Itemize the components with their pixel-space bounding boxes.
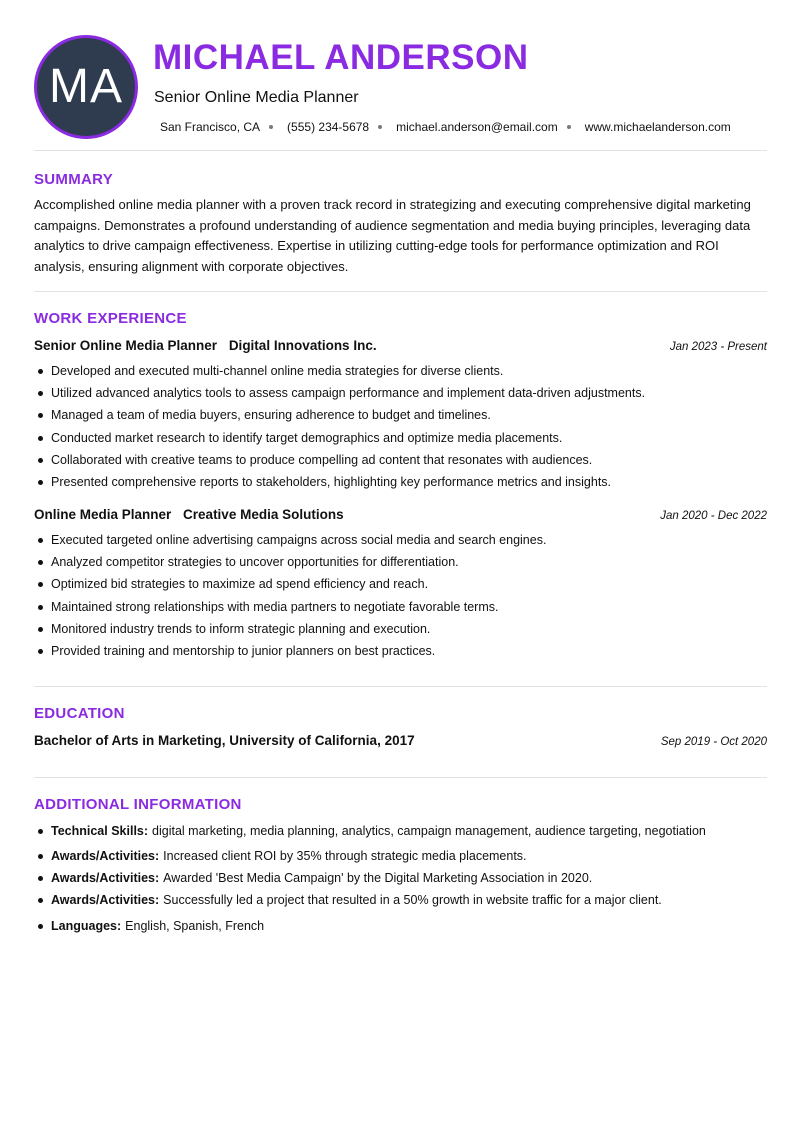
job-bullets-1 xyxy=(51,360,645,493)
job-title-1 xyxy=(34,338,377,353)
education-heading: EDUCATION xyxy=(34,705,125,722)
list-item: Provided training and mentorship to junior planners on best practices. xyxy=(51,640,546,662)
list-item: Monitored industry trends to inform strategic planning and execution. xyxy=(51,618,546,640)
list-item: Maintained strong relationships with media partners to negotiate favorable terms. xyxy=(51,596,546,618)
divider xyxy=(34,686,767,687)
job-bullets-2 xyxy=(51,529,546,662)
separator-dot xyxy=(567,125,571,129)
additional-info-list xyxy=(51,820,706,938)
info-label: Awards/Activities: xyxy=(51,849,160,863)
divider xyxy=(34,291,767,292)
job-role: Senior Online Media Planner xyxy=(34,338,218,353)
list-item: Collaborated with creative teams to produce compelling ad content that resonates with audiences. xyxy=(51,449,645,471)
list-item xyxy=(51,820,706,845)
info-text: Increased client ROI by 35% through strategic media placements. xyxy=(163,849,527,863)
candidate-name: MICHAEL ANDERSON xyxy=(153,38,529,77)
list-item: Conducted market research to identify target demographics and optimize media placements. xyxy=(51,427,645,449)
job-dates-2: Jan 2020 - Dec 2022 xyxy=(660,510,767,522)
list-item: Optimized bid strategies to maximize ad spend efficiency and reach. xyxy=(51,573,546,595)
list-item: Developed and executed multi-channel online media strategies for diverse clients. xyxy=(51,360,645,382)
list-item: Executed targeted online advertising campaigns across social media and search engines. xyxy=(51,529,546,551)
job-company: Creative Media Solutions xyxy=(183,507,344,522)
education-degree: Bachelor of Arts in Marketing, University of California, 2017 xyxy=(34,733,415,748)
list-item: Utilized advanced analytics tools to assess campaign performance and implement data-driven adjustments. xyxy=(51,382,645,404)
contact-phone: (555) 234-5678 xyxy=(287,120,370,134)
list-item: Analyzed competitor strategies to uncover opportunities for differentiation. xyxy=(51,551,546,573)
list-item xyxy=(51,845,706,867)
list-item xyxy=(51,915,706,937)
job-role: Online Media Planner xyxy=(34,507,172,522)
contact-website[interactable]: www.michaelanderson.com xyxy=(584,120,731,134)
summary-text: Accomplished online media planner with a proven track record in strategizing and executing comprehensive digital marketing campaigns. Demonstrates a profound understanding of audience segmentation and media buying principles, leveraging data analytics to drive campaign effectiveness. Expertise in utilizing cutting-edge tools for performance optimization and ROI analysis, ensuring alignment with corporate objectives. xyxy=(34,197,751,274)
divider xyxy=(34,150,767,151)
list-item: Managed a team of media buyers, ensuring adherence to budget and timelines. xyxy=(51,404,645,426)
job-company: Digital Innovations Inc. xyxy=(228,338,377,353)
info-label: Languages: xyxy=(51,919,122,934)
info-text: Successfully led a project that resulted in a 50% growth in website traffic for a major client. xyxy=(163,893,662,908)
education-dates: Sep 2019 - Oct 2020 xyxy=(660,736,767,748)
contact-email[interactable]: michael.anderson@email.com xyxy=(396,120,558,134)
info-label: Technical Skills: xyxy=(51,824,149,838)
info-text: Awarded 'Best Media Campaign' by the Digital Marketing Association in 2020. xyxy=(163,871,593,886)
divider xyxy=(34,777,767,778)
job-dates-1: Jan 2023 - Present xyxy=(669,341,767,353)
contact-location: San Francisco, CA xyxy=(160,120,261,134)
work-experience-heading: WORK EXPERIENCE xyxy=(34,310,187,327)
list-item: Presented comprehensive reports to stakeholders, highlighting key performance metrics and insights. xyxy=(51,471,645,493)
additional-info-heading: ADDITIONAL INFORMATION xyxy=(34,796,242,813)
avatar xyxy=(34,35,138,139)
candidate-title: Senior Online Media Planner xyxy=(154,89,359,106)
list-item xyxy=(51,867,706,889)
job-title-2 xyxy=(34,507,344,522)
info-label: Awards/Activities: xyxy=(51,893,160,908)
separator-dot xyxy=(378,125,382,129)
list-item xyxy=(51,889,706,915)
summary-heading: SUMMARY xyxy=(34,171,114,188)
info-text: English, Spanish, French xyxy=(125,919,265,934)
info-label: Awards/Activities: xyxy=(51,871,160,886)
avatar-initials: MA xyxy=(49,60,123,113)
info-text: digital marketing, media planning, analytics, campaign management, audience targeting, negotiation xyxy=(152,824,706,838)
separator-dot xyxy=(269,125,273,129)
contact-info xyxy=(160,120,731,134)
